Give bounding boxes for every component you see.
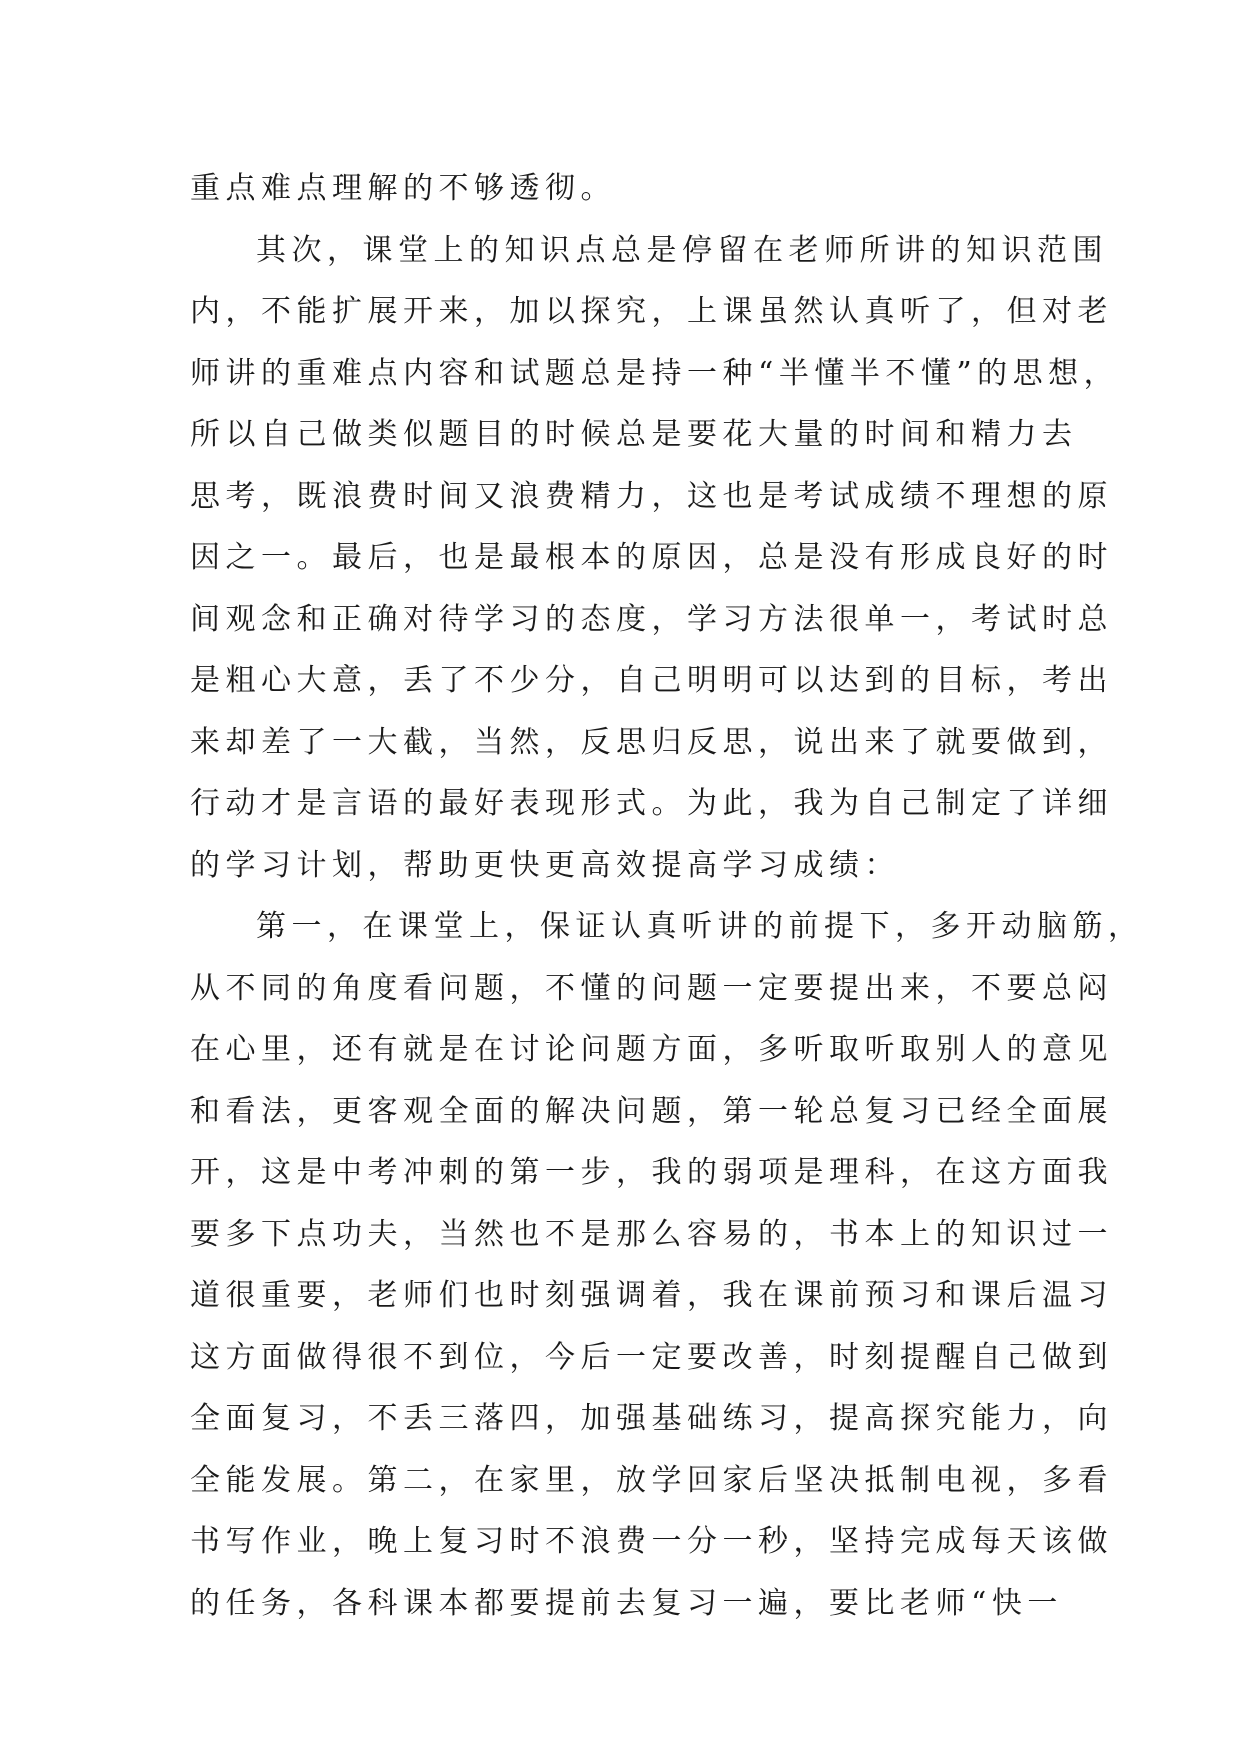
text-line: 其次，课堂上的知识点总是停留在老师所讲的知识范围	[256, 232, 1108, 268]
text-line: 行动才是言语的最好表现形式。为此，我为自己制定了详细	[190, 786, 1113, 821]
text-line: 是粗心大意，丢了不少分，自己明明可以达到的目标，考出	[190, 663, 1113, 698]
text-line: 在心里，还有就是在讨论问题方面，多听取听取别人的意见	[190, 1032, 1113, 1067]
text-line: 的学习计划，帮助更快更高效提高学习成绩：	[190, 847, 900, 883]
text-line: 要多下点功夫，当然也不是那么容易的，书本上的知识过一	[190, 1216, 1113, 1252]
text-line: 全能发展。第二，在家里，放学回家后坚决抵制电视，多看	[190, 1462, 1113, 1498]
text-line: 所以自己做类似题目的时候总是要花大量的时间和精力去	[190, 417, 1078, 452]
text-line: 和看法，更客观全面的解决问题，第一轮总复习已经全面展	[190, 1093, 1113, 1129]
text-line: 第一，在课堂上，保证认真听讲的前提下，多开动脑筋，	[256, 909, 1144, 944]
text-line: 重点难点理解的不够透彻。	[190, 171, 616, 206]
text-line: 书写作业，晚上复习时不浪费一分一秒，坚持完成每天该做	[190, 1524, 1113, 1559]
text-line: 从不同的角度看问题，不懂的问题一定要提出来，不要总闷	[190, 970, 1113, 1006]
text-line: 道很重要，老师们也时刻强调着，我在课前预习和课后温习	[190, 1278, 1113, 1313]
text-line: 全面复习，不丢三落四，加强基础练习，提高探究能力，向	[190, 1401, 1113, 1436]
text-line: 这方面做得很不到位，今后一定要改善，时刻提醒自己做到	[190, 1339, 1113, 1375]
text-line: 内，不能扩展开来，加以探究，上课虽然认真听了，但对老	[190, 294, 1113, 329]
text-line: 来却差了一大截，当然，反思归反思，说出来了就要做到，	[190, 724, 1113, 760]
text-line: 的任务，各科课本都要提前去复习一遍，要比老师“快一	[190, 1585, 1063, 1621]
document-body	[190, 158, 1144, 1634]
text-line: 思考，既浪费时间又浪费精力，这也是考试成绩不理想的原	[190, 478, 1113, 514]
text-line: 师讲的重难点内容和试题总是持一种“半懂半不懂”的思想，	[190, 355, 1120, 391]
text-line: 因之一。最后，也是最根本的原因，总是没有形成良好的时	[190, 540, 1113, 575]
text-line: 开，这是中考冲刺的第一步，我的弱项是理科，在这方面我	[190, 1155, 1113, 1190]
text-line: 间观念和正确对待学习的态度，学习方法很单一，考试时总	[190, 601, 1113, 637]
